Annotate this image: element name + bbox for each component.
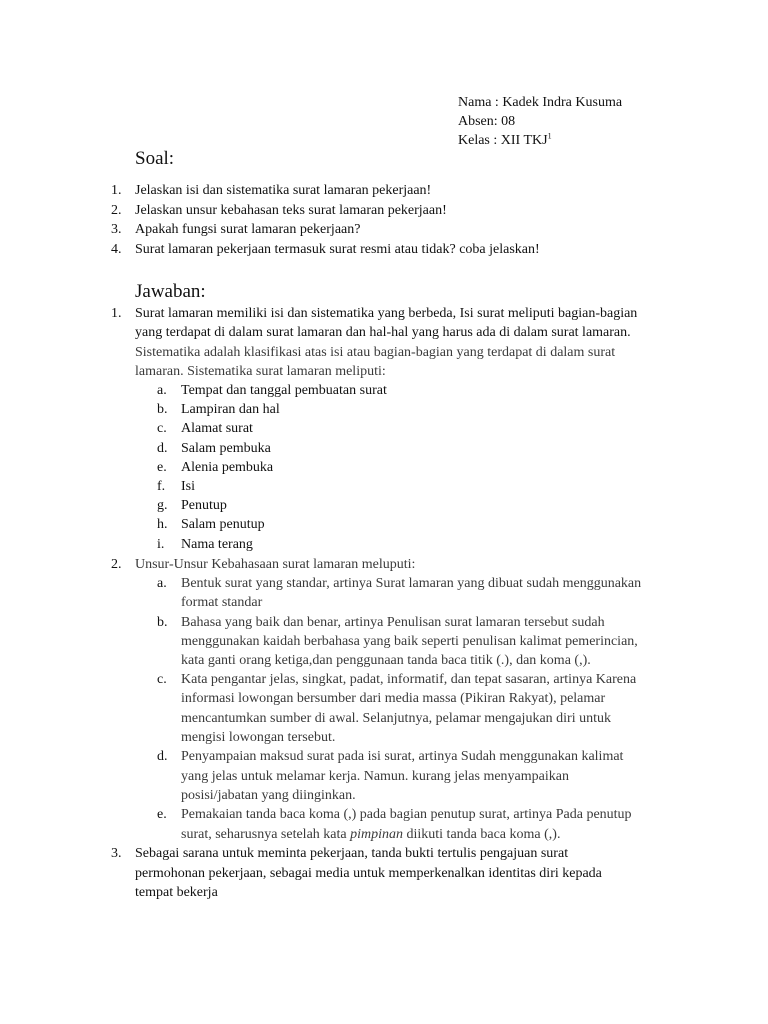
sub-item-text: Alenia pembuka — [181, 460, 274, 475]
sub-item-text — [181, 825, 560, 844]
italic-term: pimpinan — [350, 827, 403, 842]
student-name: Nama : Kadek Indra Kusuma — [458, 95, 623, 110]
sub-item-text: Salam pembuka — [181, 441, 271, 456]
sub-item-letter: b. — [157, 402, 168, 417]
question-number: 3. — [111, 222, 122, 237]
text-run: diikuti tanda baca koma (,). — [403, 827, 561, 842]
sub-item-letter: c. — [157, 421, 167, 436]
sub-item-text: kata ganti orang ketiga,dan penggunaan tanda baca titik (.), dan koma (,). — [181, 653, 591, 668]
sub-item-letter: f. — [157, 479, 166, 494]
sub-item-text: Isi — [181, 479, 195, 494]
sub-item-text: menggunakan kaidah berbahasa yang baik seperti penulisan kalimat pemerincian, — [181, 634, 638, 649]
jawaban-heading: Jawaban: — [135, 281, 206, 302]
sub-item-text: Salam penutup — [181, 517, 265, 532]
answer-number: 2. — [111, 557, 122, 572]
student-absen: Absen: 08 — [458, 114, 516, 129]
question-number: 1. — [111, 183, 122, 198]
student-class — [458, 131, 622, 150]
question-number: 4. — [111, 242, 122, 257]
question-text: Jelaskan unsur kebahasan teks surat lamaran pekerjaan! — [135, 203, 447, 218]
sub-item-letter: c. — [157, 672, 167, 687]
answer-text: Unsur-Unsur Kebahasaan surat lamaran meluputi: — [135, 557, 416, 572]
sub-item-text: informasi lowongan bersumber dari media massa (Pikiran Rakyat), pelamar — [181, 691, 606, 706]
answer-number: 3. — [111, 846, 122, 861]
sub-item-letter: i. — [157, 537, 165, 552]
sub-item-text: mencantumkan sumber di awal. Selanjutnya, pelamar mengajukan diri untuk — [181, 711, 611, 726]
sub-item-text: Bentuk surat yang standar, artinya Surat lamaran yang dibuat sudah menggunakan — [181, 576, 642, 591]
sub-item-text: Penutup — [181, 498, 227, 513]
answer-text: lamaran. Sistematika surat lamaran meliputi: — [135, 364, 386, 379]
answer-text: permohonan pekerjaan, sebagai media untuk memperkenalkan identitas diri kepada — [135, 866, 602, 881]
answer-text: Sebagai sarana untuk meminta pekerjaan, tanda bukti tertulis pengajuan surat — [135, 846, 569, 861]
sub-item-letter: d. — [157, 441, 168, 456]
sub-item-text: Lampiran dan hal — [181, 402, 280, 417]
sub-item-text: posisi/jabatan yang diinginkan. — [181, 788, 356, 803]
text-run: surat, seharusnya setelah kata — [181, 827, 351, 842]
answer-number: 1. — [111, 306, 122, 321]
answer-text: tempat bekerja — [135, 885, 218, 900]
sub-item-text: Tempat dan tanggal pembuatan surat — [181, 383, 387, 398]
student-class-text: Kelas : XII TKJ — [458, 133, 548, 148]
question-number: 2. — [111, 203, 122, 218]
question-text: Surat lamaran pekerjaan termasuk surat resmi atau tidak? coba jelaskan! — [135, 242, 540, 257]
answer-text: yang terdapat di dalam surat lamaran dan hal-hal yang harus ada di dalam surat lamaran. — [135, 325, 631, 340]
sub-item-letter: e. — [157, 807, 167, 822]
sub-item-text: Kata pengantar jelas, singkat, padat, informatif, dan tepat sasaran, artinya Karena — [181, 672, 637, 687]
sub-item-letter: a. — [157, 383, 167, 398]
answer-text: Sistematika adalah klasifikasi atas isi atau bagian-bagian yang terdapat di dalam surat — [135, 345, 616, 360]
footnote-marker: 1 — [547, 131, 552, 141]
answer-text: Surat lamaran memiliki isi dan sistematika yang berbeda, Isi surat meliputi bagian-bagian — [135, 306, 638, 321]
question-text: Jelaskan isi dan sistematika surat lamaran pekerjaan! — [135, 183, 432, 198]
sub-item-text: Penyampaian maksud surat pada isi surat, artinya Sudah menggunakan kalimat — [181, 749, 624, 764]
student-info — [458, 93, 622, 150]
sub-item-text: yang jelas untuk melamar kerja. Namun. kurang jelas menyampaikan — [181, 769, 569, 784]
sub-item-letter: b. — [157, 615, 168, 630]
sub-item-letter: g. — [157, 498, 168, 513]
sub-item-text: Pemakaian tanda baca koma (,) pada bagian penutup surat, artinya Pada penutup — [181, 807, 632, 822]
soal-heading: Soal: — [135, 148, 175, 169]
sub-item-letter: d. — [157, 749, 168, 764]
sub-item-letter: h. — [157, 517, 168, 532]
sub-item-text: Alamat surat — [181, 421, 253, 436]
sub-item-text: Bahasa yang baik dan benar, artinya Penulisan surat lamaran tersebut sudah — [181, 615, 605, 630]
sub-item-text: format standar — [181, 595, 263, 610]
sub-item-letter: e. — [157, 460, 167, 475]
sub-item-text: Nama terang — [181, 537, 253, 552]
sub-item-text: mengisi lowongan tersebut. — [181, 730, 336, 745]
question-text: Apakah fungsi surat lamaran pekerjaan? — [135, 222, 361, 237]
sub-item-letter: a. — [157, 576, 167, 591]
